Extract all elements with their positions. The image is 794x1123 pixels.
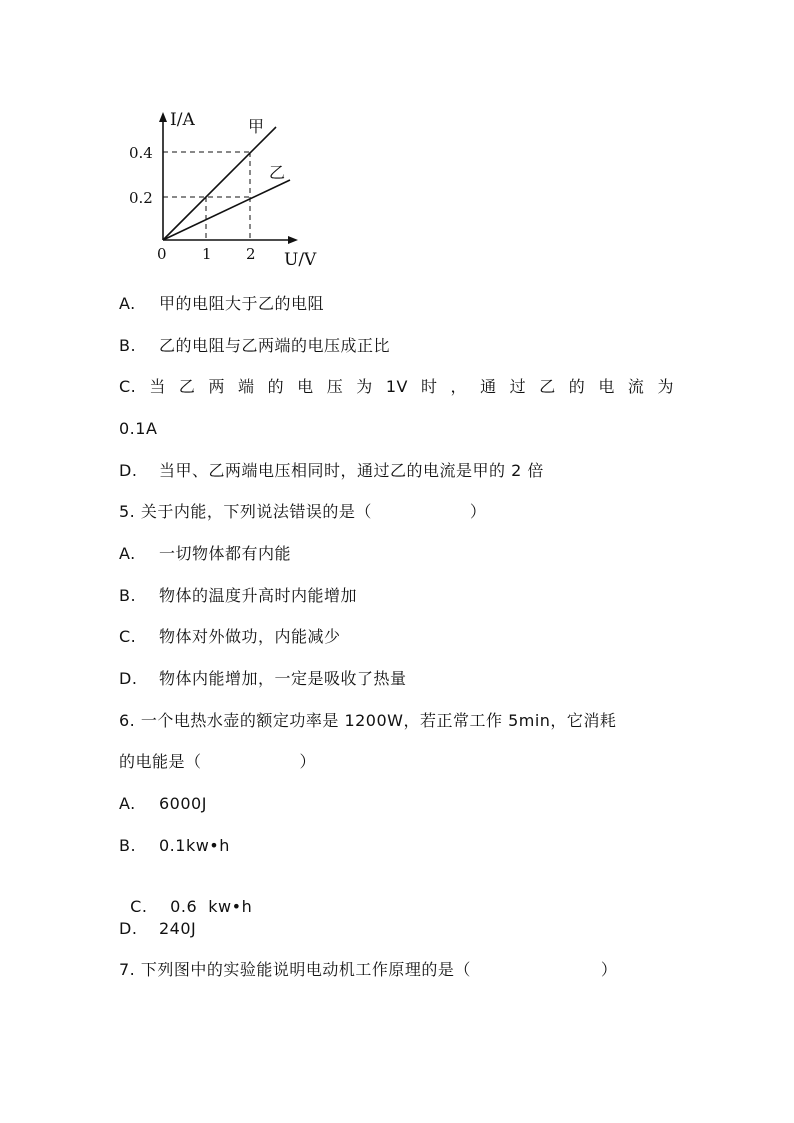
q5-option-a <box>119 544 291 564</box>
q4-option-d <box>119 461 544 481</box>
option-label: A. <box>119 544 136 563</box>
question-text: 5. 关于内能，下列说法错误的是（ <box>119 502 372 521</box>
q5-option-c <box>119 627 341 647</box>
option-text-part: 当 <box>149 377 166 396</box>
question-text-end: ） <box>469 502 487 521</box>
q4-option-b <box>119 336 390 356</box>
option-text-part: 的 <box>267 377 285 396</box>
option-text-part: 电 <box>297 377 314 396</box>
x-axis-arrow <box>288 236 298 244</box>
q6-stem-line2 <box>119 752 316 772</box>
question-text: 7. 下列图中的实验能说明电动机工作原理的是（ <box>119 960 471 979</box>
option-text-part: 为 <box>356 377 373 396</box>
option-label: C. <box>130 897 148 916</box>
option-text-part: 过 <box>509 377 527 396</box>
option-text-part: 电 <box>598 377 615 396</box>
line-jia-label: 甲 <box>248 117 265 136</box>
x-tick-2: 2 <box>246 245 256 263</box>
option-text-part: 乙 <box>539 377 556 396</box>
q6-option-d <box>119 919 196 939</box>
y-tick-0.2: 0.2 <box>129 189 153 207</box>
option-text-part: ， <box>450 377 468 396</box>
option-text: 0.1kw•h <box>159 836 230 855</box>
q5-option-b <box>119 586 357 606</box>
option-text: 甲的电阻大于乙的电阻 <box>159 294 325 313</box>
option-text-part: 1V <box>385 377 408 396</box>
option-label: B. <box>119 336 137 355</box>
line-yi <box>163 180 290 240</box>
option-text-part: 两 <box>208 377 225 396</box>
option-label: D. <box>119 669 138 688</box>
x-tick-1: 1 <box>202 245 212 263</box>
option-text: 乙的电阻与乙两端的电压成正比 <box>159 336 391 355</box>
option-text-part: 为 <box>657 377 674 396</box>
option-label: C. <box>119 377 137 396</box>
q7-stem <box>119 960 617 980</box>
option-label: B. <box>119 586 137 605</box>
line-yi-label: 乙 <box>269 163 286 182</box>
option-label: A. <box>119 294 136 313</box>
iu-graph <box>118 100 348 280</box>
q5-option-d <box>119 669 407 689</box>
question-text-end: ） <box>600 960 618 979</box>
option-text: 6000J <box>159 794 207 813</box>
line-jia <box>163 127 276 240</box>
option-text: 物体对外做功，内能减少 <box>159 627 341 646</box>
q4-option-a <box>119 294 324 314</box>
option-label: A. <box>119 794 136 813</box>
question-text: 的电能是（ <box>119 752 202 771</box>
y-tick-0.4: 0.4 <box>129 144 153 162</box>
option-text: 物体内能增加，一定是吸收了热量 <box>159 669 407 688</box>
option-text-part: 的 <box>568 377 586 396</box>
option-text-part: 通 <box>480 377 497 396</box>
y-axis-arrow <box>159 112 167 122</box>
option-text-part: 时 <box>420 377 438 396</box>
q4-option-c-cont <box>119 419 157 439</box>
q4-option-c <box>119 377 674 397</box>
option-label: D. <box>119 461 138 480</box>
option-text: 物体的温度升高时内能增加 <box>159 586 358 605</box>
q6-option-b <box>119 836 230 856</box>
option-text-part: 流 <box>627 377 645 396</box>
option-text: 当甲、乙两端电压相同时，通过乙的电流是甲的 2 倍 <box>159 461 544 480</box>
y-axis-label: I/A <box>170 110 195 130</box>
q6-stem-line1 <box>119 711 616 731</box>
question-text-end: ） <box>299 752 317 771</box>
option-text-part: 压 <box>326 377 344 396</box>
q6-option-a <box>119 794 207 814</box>
x-axis-label: U/V <box>284 250 317 270</box>
option-text-part: 端 <box>238 377 255 396</box>
option-text: 0.6 kw•h <box>170 897 253 916</box>
q5-stem <box>119 502 486 522</box>
origin-label: 0 <box>157 245 167 263</box>
option-text: 一切物体都有内能 <box>159 544 292 563</box>
option-text: 0.1A <box>119 419 158 438</box>
option-text: 240J <box>159 919 197 938</box>
q6-option-c <box>119 877 252 917</box>
option-label: B. <box>119 836 137 855</box>
question-text: 6. 一个电热水壶的额定功率是 1200W，若正常工作 5min，它消耗 <box>119 711 617 730</box>
option-text-part: 乙 <box>178 377 196 396</box>
option-label: D. <box>119 919 138 938</box>
option-label: C. <box>119 627 137 646</box>
